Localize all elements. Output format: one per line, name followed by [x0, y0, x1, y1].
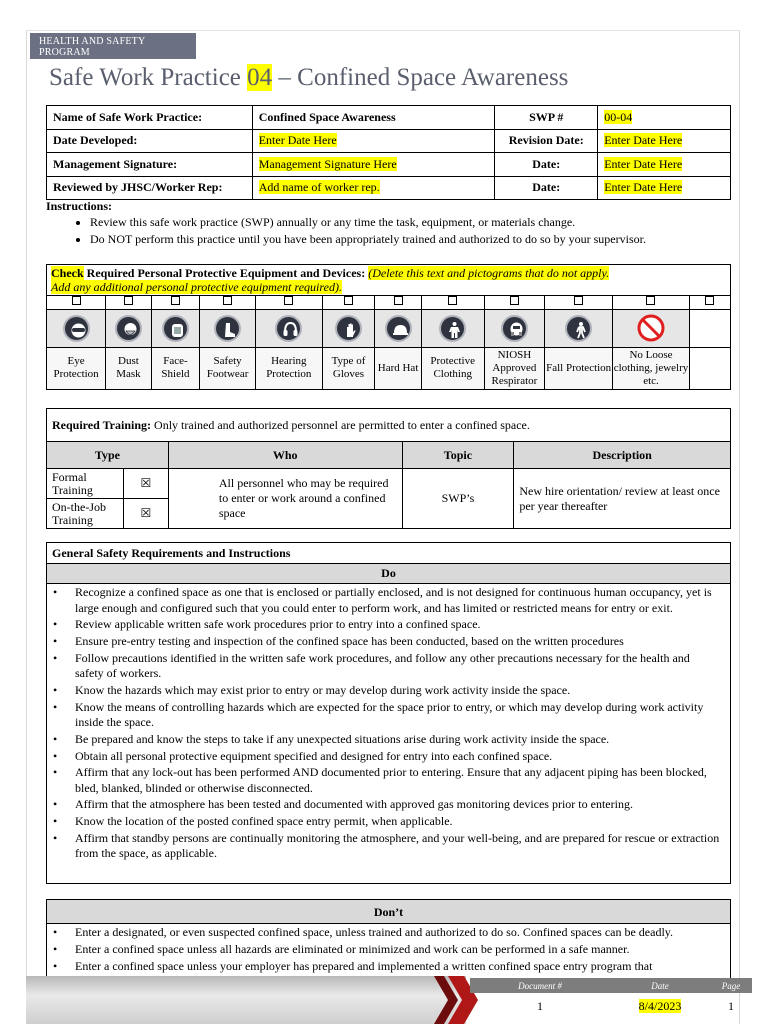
ppe-checkbox[interactable] [421, 296, 484, 309]
harness-icon [545, 309, 613, 347]
training-who: All personnel who may be required to enter or work around a confined space [168, 469, 402, 529]
footer-table [470, 978, 752, 1019]
ppe-checkbox[interactable] [47, 296, 106, 309]
ppe-checkbox[interactable] [200, 296, 256, 309]
ppe-checkbox[interactable] [375, 296, 422, 309]
jhsc-date-label: Date: [495, 176, 598, 200]
ppe-label [689, 347, 730, 389]
date-developed-value: Enter Date Here [258, 133, 337, 148]
footer-date-label: Date [610, 978, 710, 993]
revision-date-value: Enter Date Here [604, 133, 683, 148]
date-developed-cell[interactable] [252, 129, 495, 153]
swp-value: 00-04 [604, 109, 633, 124]
ppe-note-2: Add any additional personal protective equipment required). [51, 280, 342, 294]
do-item: • Obtain all personal protective equipment specified and designed for entry into each confined space. [75, 749, 720, 765]
page-title [49, 64, 568, 92]
name-label: Name of Safe Work Practice: [47, 106, 253, 130]
training-heading [47, 409, 731, 442]
management-date-label: Date: [495, 153, 598, 177]
management-signature-value: Management Signature Here [258, 156, 397, 171]
dont-item: • Enter a confined space unless all hazards are eliminated or minimized and work can be performed in a safe manner. [75, 942, 720, 958]
prohibition-icon [613, 309, 690, 347]
eye-protection-icon [47, 309, 106, 347]
face-shield-icon [151, 309, 200, 347]
training-table [46, 408, 731, 529]
do-heading: Do [47, 564, 730, 584]
ppe-checkbox[interactable] [151, 296, 200, 309]
ppe-label: Protective Clothing [421, 347, 484, 389]
ppe-label: Face-Shield [151, 347, 200, 389]
management-signature-cell[interactable] [252, 153, 495, 177]
training-topic: SWP’s [402, 469, 514, 529]
ppe-label: NIOSH Approved Respirator [484, 347, 545, 389]
footer-band [26, 976, 466, 1024]
ppe-section [46, 264, 731, 390]
ppe-checkbox[interactable] [613, 296, 690, 309]
ppe-label: Hard Hat [375, 347, 422, 389]
jhsc-cell[interactable] [252, 176, 495, 200]
ppe-note-1: (Delete this text and pictograms that do not apply. [368, 266, 610, 280]
general-safety-heading: General Safety Requirements and Instructions [47, 543, 730, 564]
revision-date-label: Revision Date: [495, 129, 598, 153]
title-suffix: – Confined Space Awareness [278, 64, 569, 91]
do-item: • Affirm that standby persons are continually monitoring the atmosphere, and your well-being, and are prepared for rescue or extraction from the space, as applicable. [75, 831, 720, 862]
col-description: Description [514, 442, 731, 469]
instructions-heading: Instructions: [46, 199, 113, 213]
hard-hat-icon [375, 309, 422, 347]
ppe-checkbox[interactable] [545, 296, 613, 309]
do-item: • Affirm that any lock-out has been performed AND documented prior to entering. Ensure that any adjacent piping has been blocked, bled, blanked, blinded or otherwise disconnected. [75, 765, 720, 796]
ppe-checkbox[interactable] [484, 296, 545, 309]
footer-page-value: 1 [728, 998, 734, 1013]
ojt-training-type: On-the-Job Training [47, 499, 124, 529]
footer-date-value: 8/4/2023 [638, 998, 682, 1013]
formal-training-checkbox[interactable]: ☒ [123, 469, 168, 499]
ppe-label: Dust Mask [106, 347, 152, 389]
ppe-checkbox[interactable] [106, 296, 152, 309]
dont-item: • Enter a designated, or even suspected confined space, unless trained and authorized to do so. Confined spaces can be deadly. [75, 925, 720, 941]
training-heading-bold: Required Training: [52, 417, 152, 432]
jhsc-label: Reviewed by JHSC/Worker Rep: [47, 176, 253, 200]
title-prefix: Safe Work Practice [49, 64, 241, 91]
col-who: Who [168, 442, 402, 469]
management-signature-label: Management Signature: [47, 153, 253, 177]
ppe-label: Hearing Protection [255, 347, 322, 389]
footer-date-cell [610, 993, 710, 1019]
footer-page-label: Page [710, 978, 752, 993]
ppe-label: Type of Gloves [322, 347, 375, 389]
management-date-cell[interactable] [598, 153, 731, 177]
ppe-check-word: Check [51, 266, 84, 280]
do-item: • Follow precautions identified in the written safe work procedures, and follow any other precautions necessary for the health and safety of workers. [75, 651, 720, 682]
ppe-label-row [47, 347, 730, 389]
do-item: • Ensure pre-entry testing and inspection of the confined space has been conducted, based on the written procedures [75, 634, 720, 650]
swp-value-cell[interactable] [598, 106, 731, 130]
ppe-checkbox[interactable] [255, 296, 322, 309]
ppe-label: No Loose clothing, jewelry etc. [613, 347, 690, 389]
ppe-heading-text: Required Personal Protective Equipment and Devices: [86, 266, 366, 280]
footer-doc-value: 1 [537, 998, 543, 1013]
general-safety-section [46, 542, 731, 884]
ppe-checkbox[interactable] [322, 296, 375, 309]
ppe-checkbox-row [47, 296, 730, 309]
ppe-checkbox[interactable] [689, 296, 730, 309]
col-type: Type [47, 442, 169, 469]
management-date-value: Enter Date Here [604, 156, 683, 171]
page-footer [26, 976, 740, 1024]
do-item: • Know the location of the posted confined space entry permit, when applicable. [75, 814, 720, 830]
date-developed-label: Date Developed: [47, 129, 253, 153]
do-item: • Affirm that the atmosphere has been tested and documented with approved gas monitoring devices prior to entering. [75, 797, 720, 813]
training-heading-text: Only trained and authorized personnel are permitted to enter a confined space. [154, 417, 530, 432]
dust-mask-icon [106, 309, 152, 347]
ppe-heading [47, 265, 730, 296]
do-list [47, 585, 730, 862]
do-item: • Be prepared and know the steps to take if any unexpected situations arise during work activity inside the space. [75, 732, 720, 748]
do-item: • Review applicable written safe work procedures prior to entry into a confined space. [75, 617, 720, 633]
instructions-list [48, 214, 738, 248]
instruction-item: • Review this safe work practice (SWP) annually or any time the task, equipment, or materials change. [90, 214, 738, 231]
jhsc-date-value: Enter Date Here [604, 180, 683, 195]
coverall-icon [421, 309, 484, 347]
ppe-table [47, 296, 730, 389]
ojt-training-checkbox[interactable]: ☒ [123, 499, 168, 529]
ear-muffs-icon [255, 309, 322, 347]
instruction-item: • Do NOT perform this practice until you have been appropriately trained and authorized to do so by your supervisor. [90, 231, 738, 248]
empty-icon-cell [689, 309, 730, 347]
revision-date-cell[interactable] [598, 129, 731, 153]
name-value[interactable]: Confined Space Awareness [252, 106, 495, 130]
formal-training-type: Formal Training [47, 469, 124, 499]
dont-heading: Don’t [47, 900, 730, 924]
ppe-icon-row [47, 309, 730, 347]
dont-section [46, 899, 731, 979]
swp-info-table [46, 105, 731, 200]
program-tab: HEALTH AND SAFETY PROGRAM [30, 33, 196, 59]
swp-label: SWP # [495, 106, 598, 130]
footer-doc-label: Document # [470, 978, 610, 993]
respirator-icon [484, 309, 545, 347]
ppe-label: Eye Protection [47, 347, 106, 389]
do-item: • Know the hazards which may exist prior to entry or may develop during work activity inside the space. [75, 683, 720, 699]
do-item: • Know the means of controlling hazards which are expected for the space prior to entry, or which may develop during work activity inside the space. [75, 700, 720, 731]
jhsc-date-cell[interactable] [598, 176, 731, 200]
title-number: 04 [247, 64, 273, 91]
jhsc-value: Add name of worker rep. [258, 180, 380, 195]
dont-list [47, 925, 730, 974]
ppe-label: Safety Footwear [200, 347, 256, 389]
do-item: • Recognize a confined space as one that is enclosed or partially enclosed, and is not designed for continuous human occupancy, yet is large enough and configured such that you could enter to perform work, and has limited or restricted means for entry or exit. [75, 585, 720, 616]
dont-item: • Enter a confined space unless your employer has prepared and implemented a written confined space entry program that [75, 959, 720, 975]
safety-boot-icon [200, 309, 256, 347]
ppe-label: Fall Protection [545, 347, 613, 389]
col-topic: Topic [402, 442, 514, 469]
training-description: New hire orientation/ review at least once per year thereafter [514, 469, 731, 529]
gloves-icon [322, 309, 375, 347]
